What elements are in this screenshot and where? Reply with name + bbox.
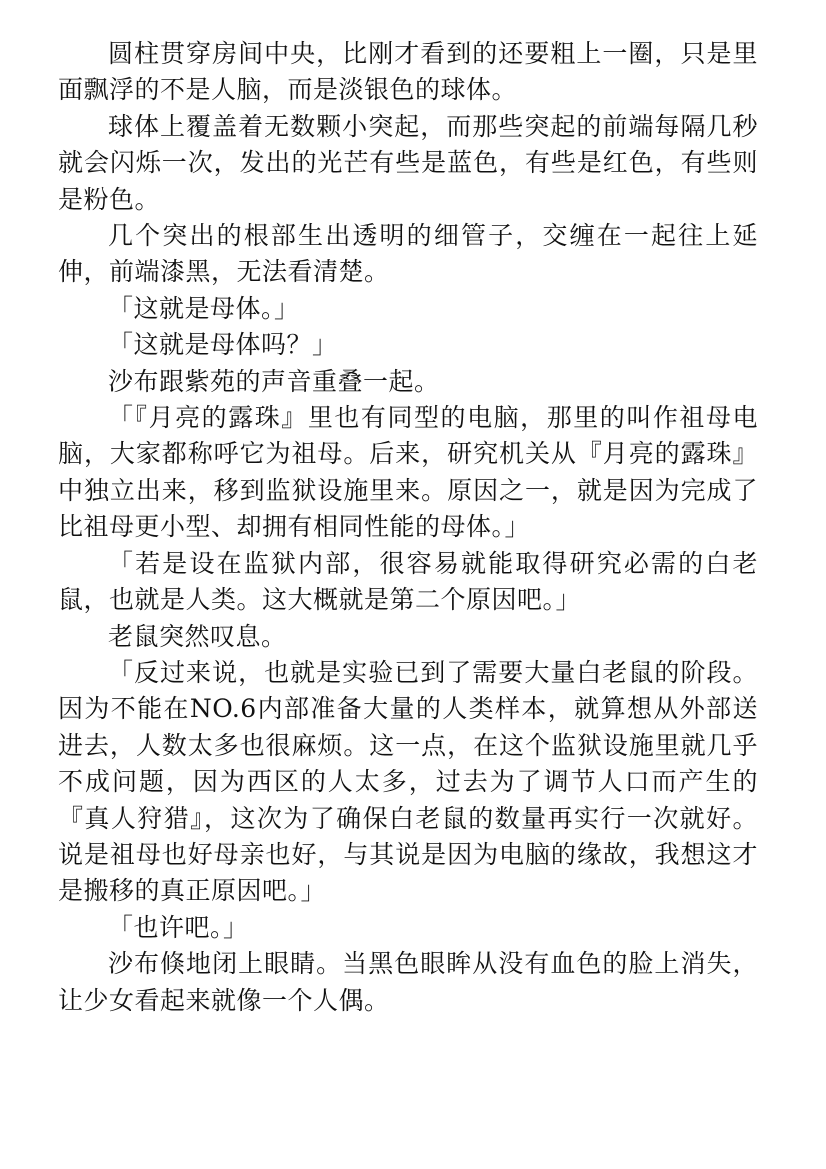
paragraph-2: 球体上覆盖着无数颗小突起，而那些突起的前端每隔几秒就会闪烁一次，发出的光芒有些是蓝色，有些是红色，有些则是粉色。 (58, 111, 758, 214)
dialogue-line: 「这就是母体。」 (108, 293, 300, 323)
dialogue-line: 「『月亮的露珠』里也有同型的电脑，那里的叫作祖母电脑，大家都称呼它为祖母。后来，研究机关从『月亮的露珠』中独立出来，移到监狱设施里来。原因之一，就是因为完成了比祖母更小型、却拥有相同性能的母体。」 (58, 403, 758, 542)
dialogue-line: 「也许吧。」 (108, 912, 249, 942)
paragraph-12: 沙布倏地闭上眼睛。当黑色眼眸从没有血色的脸上消失，让少女看起来就像一个人偶。 (58, 949, 758, 1015)
paragraph-6: 沙布跟紫苑的声音重叠一起。 (108, 366, 440, 396)
book-page (58, 36, 758, 1019)
paragraph-1: 圆柱贯穿房间中央，比刚才看到的还要粗上一圈，只是里面飘浮的不是人脑，而是淡银色的球体。 (58, 39, 758, 105)
dialogue-line: 「反过来说，也就是实验已到了需要大量白老鼠的阶段。因为不能在NO.6内部准备大量的人类样本，就算想从外部送进去，人数太多也很麻烦。这一点，在这个监狱设施里就几乎不成问题，因为西区的人太多，过去为了调节人口而产生的『真人狩猎』，这次为了确保白老鼠的数量再实行一次就好。说是祖母也好母亲也好，与其说是因为电脑的缘故，我想这才是搬移的真正原因吧。」 (58, 657, 758, 906)
dialogue-line: 「这就是母体吗？」 (108, 330, 338, 360)
dialogue-line: 「若是设在监狱内部，很容易就能取得研究必需的白老鼠，也就是人类。这大概就是第二个原因吧。」 (58, 548, 758, 615)
paragraph-9: 老鼠突然叹息。 (108, 621, 287, 651)
paragraph-3: 几个突出的根部生出透明的细管子，交缠在一起往上延伸，前端漆黑，无法看清楚。 (58, 221, 758, 287)
